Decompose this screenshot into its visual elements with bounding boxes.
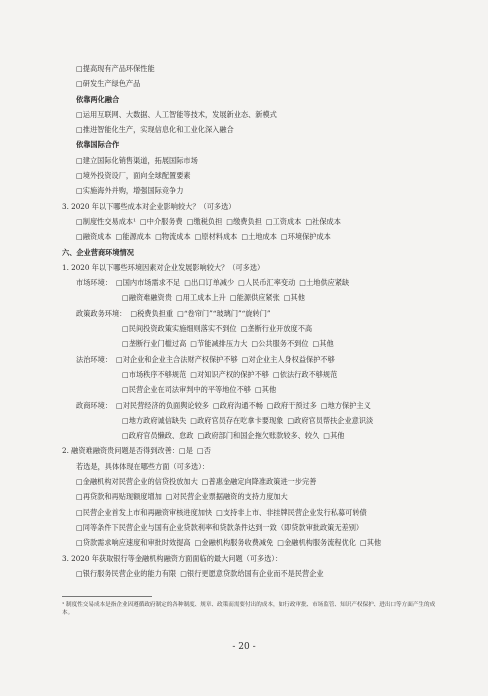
text-line	[62, 324, 442, 339]
line-label: 政商环境：	[76, 400, 112, 410]
checkbox-option[interactable]: □银行更愿意贷款给国有企业而不是民营企业	[180, 568, 324, 578]
text-line	[62, 431, 442, 446]
checkbox-option[interactable]: □中介服务费	[140, 216, 183, 226]
text-line	[62, 309, 442, 324]
line-label: 政策政务环境：	[76, 308, 127, 318]
checkbox-option[interactable]: □政府部门和国企拖欠账款较多、较久	[197, 431, 320, 441]
checkbox-option[interactable]: □推进智能化生产，实现信息化和工业化深入融合	[76, 125, 234, 135]
text-line	[62, 278, 442, 293]
text-line	[62, 140, 442, 155]
checkbox-option[interactable]: □缴费负担	[226, 216, 262, 226]
text-line	[62, 95, 442, 110]
line-label: 依靠两化融合	[76, 94, 120, 104]
text-line	[62, 462, 442, 477]
checkbox-option[interactable]: □其他	[283, 293, 305, 303]
checkbox-option[interactable]: □政府官员懒政、怠政	[122, 431, 194, 441]
line-label: 1. 2020 年以下哪些环境因素对企业发展影响较大？（可多选）	[62, 262, 265, 272]
checkbox-option[interactable]: □市场秩序不够规范	[122, 369, 187, 379]
checkbox-option[interactable]: □用工成本上升	[175, 293, 226, 303]
line-label: 市场环境：	[76, 278, 112, 288]
checkbox-option[interactable]: □研发生产绿色产品	[76, 79, 141, 89]
checkbox-option[interactable]: □政府干预过多	[266, 400, 317, 410]
line-label: 若选是，具体体现在哪些方面（可多选）：	[76, 461, 209, 471]
page-number: - 20 -	[232, 642, 256, 652]
checkbox-option[interactable]: □否	[196, 446, 211, 456]
text-line	[62, 79, 442, 94]
checkbox-option[interactable]: □实施海外并购，增强国际竞争力	[76, 186, 184, 196]
text-line	[62, 248, 442, 263]
text-line	[62, 477, 442, 492]
checkbox-option[interactable]: □原材料成本	[194, 232, 238, 242]
checkbox-option[interactable]: □地方政府诚信缺失	[122, 415, 187, 425]
text-line	[62, 370, 442, 385]
footnote-divider	[62, 596, 152, 597]
checkbox-option[interactable]: □其他	[359, 538, 382, 548]
text-line	[62, 569, 442, 584]
checkbox-option[interactable]: □人民币汇率变动	[238, 278, 296, 288]
document-body	[62, 64, 442, 584]
line-label: 3. 2020 年获取银行等金融机构融资方面面临的最大问题（可多选）：	[62, 553, 283, 563]
checkbox-option[interactable]: □其他	[254, 385, 277, 395]
checkbox-option[interactable]: □能源供应紧张	[229, 293, 280, 303]
text-line	[62, 508, 442, 523]
text-line	[62, 385, 442, 400]
checkbox-option[interactable]: □公共服务不到位	[251, 339, 309, 349]
checkbox-option[interactable]: □境外投资设厂，面向全球配置要素	[76, 171, 191, 181]
checkbox-option[interactable]: □政府官员帮扶企业意识淡	[287, 415, 374, 425]
checkbox-option[interactable]: □同等条件下民营企业与国有企业贷款利率和贷款条件达到一致（即贷款审批政策无差别）	[76, 522, 364, 532]
checkbox-option[interactable]: □税费负担重	[130, 308, 174, 318]
checkbox-option[interactable]: □依法行政不够规范	[272, 369, 338, 379]
checkbox-option[interactable]: □其他	[323, 431, 345, 441]
checkbox-option[interactable]: □对企业和企业主合法财产权保护不够	[115, 354, 238, 364]
checkbox-option[interactable]: □环境保护成本	[280, 232, 331, 242]
checkbox-option[interactable]: □工资成本	[265, 216, 302, 226]
checkbox-option[interactable]: □民间投资政策实施细则落实不到位	[122, 324, 237, 334]
text-line	[62, 171, 442, 186]
checkbox-option[interactable]: □民营企业首发上市和再融资审核进度加快	[76, 507, 213, 517]
checkbox-option[interactable]: □缴税负担	[186, 216, 223, 226]
text-line	[62, 110, 442, 125]
checkbox-option[interactable]: □贷款需求响应速度和审批时效提高	[76, 538, 191, 548]
checkbox-option[interactable]: □对知识产权的保护不够	[190, 369, 269, 379]
checkbox-option[interactable]: □能源成本	[115, 232, 152, 242]
line-label: 依靠国际合作	[76, 140, 120, 150]
checkbox-option[interactable]: □金融机构服务流程优化	[277, 538, 356, 548]
footnote: ¹ 制度性交易成本是指企业因遵循政府制定的各种制度、规章、政策而需要付出的成本，如行政审批、市场监管、知识产权保护、进出口等方面产生的成本。	[62, 602, 436, 616]
checkbox-option[interactable]: □制度性交易成本¹	[76, 216, 136, 226]
line-label: 六、企业营商环境情况	[62, 247, 134, 257]
checkbox-option[interactable]: □对企业主人身权益保护不够	[241, 354, 335, 364]
text-line	[62, 186, 442, 201]
text-line	[62, 492, 442, 507]
checkbox-option[interactable]: □地方保护主义	[320, 400, 371, 410]
checkbox-option[interactable]: □政府官员存在吃拿卡要现象	[190, 415, 284, 425]
checkbox-option[interactable]: □节能减排压力大	[190, 339, 248, 349]
checkbox-option[interactable]: □银行服务民营企业的能力有限	[76, 568, 177, 578]
text-line	[62, 446, 442, 461]
checkbox-option[interactable]: □民营企业在司法审判中的平等地位不够	[122, 385, 251, 395]
text-line	[62, 401, 442, 416]
checkbox-option[interactable]: □融资成本	[76, 232, 112, 242]
text-line	[62, 554, 442, 569]
text-line	[62, 156, 442, 171]
text-line	[62, 416, 442, 431]
text-line	[62, 293, 442, 308]
checkbox-option[interactable]: □土地供应紧缺	[299, 278, 350, 288]
text-line	[62, 263, 442, 278]
checkbox-option[interactable]: □土地成本	[241, 232, 277, 242]
text-line	[62, 523, 442, 538]
checkbox-option[interactable]: □金融机构服务收费减免	[194, 538, 274, 548]
checkbox-option[interactable]: □国内市场需求不足	[115, 278, 181, 288]
checkbox-option[interactable]: □金融机构对民营企业的信贷投放加大	[76, 477, 198, 487]
text-line	[62, 355, 442, 370]
checkbox-option[interactable]: □支持非上市、非挂牌民营企业发行私募可转债	[216, 507, 367, 517]
checkbox-option[interactable]: □“卷帘门”“玻璃门”“旋转门”	[177, 308, 271, 318]
checkbox-option[interactable]: □普惠金融定向降准政策进一步完善	[201, 477, 317, 487]
checkbox-option[interactable]: □提高现有产品环保性能	[76, 64, 155, 73]
checkbox-option[interactable]: □社保成本	[305, 216, 341, 226]
text-line	[62, 232, 442, 247]
checkbox-option[interactable]: □其他	[312, 339, 334, 349]
checkbox-option[interactable]: □出口订单减少	[184, 278, 235, 288]
checkbox-option[interactable]: □垄断行业开放度不高	[240, 324, 313, 334]
text-line	[62, 125, 442, 140]
checkbox-option[interactable]: □对民营企业票据融资的支持力度加大	[165, 492, 288, 502]
line-label: 法治环境：	[76, 354, 112, 364]
checkbox-option[interactable]: □建立国际化销售渠道，拓展国际市场	[76, 155, 198, 165]
checkbox-option[interactable]: □政府沟通不畅	[213, 400, 263, 410]
checkbox-option[interactable]: □融资难融资贵	[122, 293, 172, 303]
checkbox-option[interactable]: □物流成本	[155, 232, 191, 242]
checkbox-option[interactable]: 2. 融资难融资贵问题是否得到改善：□是	[62, 446, 193, 456]
checkbox-option[interactable]: □运用互联网、大数据、人工智能等技术，发展新业态、新模式	[76, 109, 277, 119]
text-line	[62, 64, 442, 79]
text-line	[62, 538, 442, 553]
text-line	[62, 202, 442, 217]
text-line	[62, 217, 442, 232]
checkbox-option[interactable]: □对民营经济的负面舆论较多	[115, 400, 209, 410]
line-label: 3. 2020 年以下哪些成本对企业影响较大？（可多选）	[62, 201, 236, 211]
checkbox-option[interactable]: □垄断行业门槛过高	[122, 339, 187, 349]
checkbox-option[interactable]: □再贷款和再贴现额度增加	[76, 492, 162, 502]
text-line	[62, 339, 442, 354]
